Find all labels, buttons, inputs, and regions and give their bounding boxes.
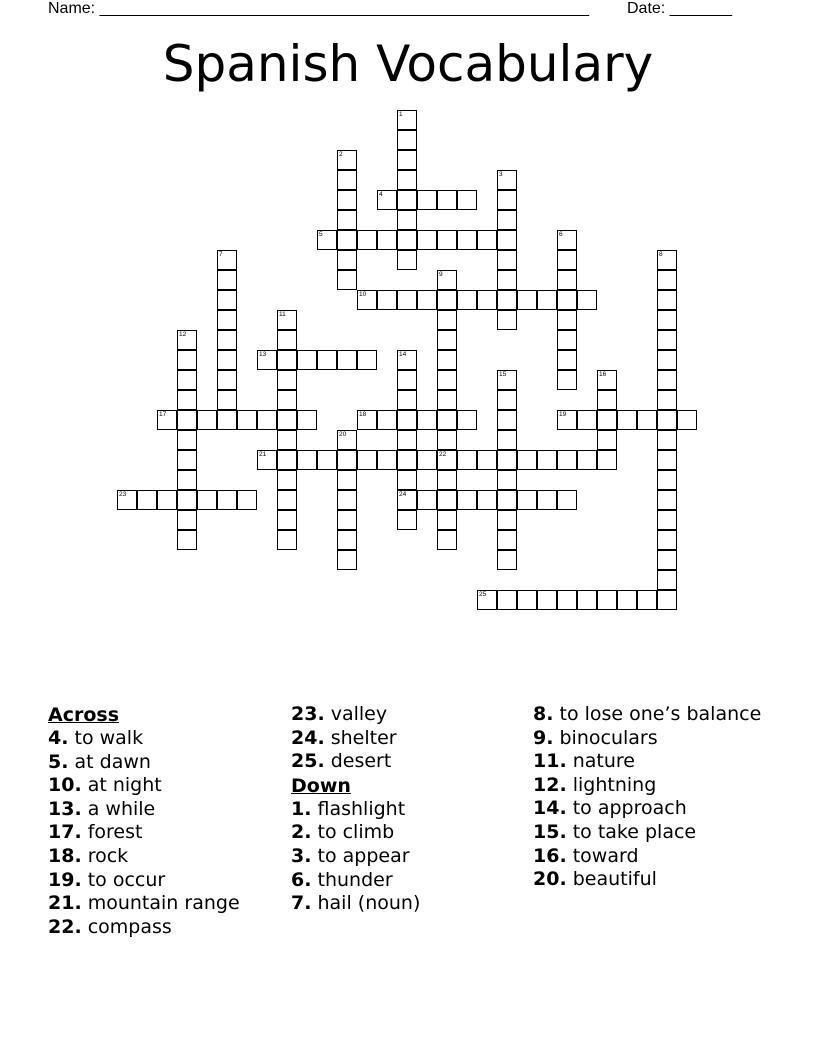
grid-cell: [497, 210, 517, 230]
grid-cell: [377, 410, 397, 430]
cell-number: 20: [339, 431, 347, 438]
grid-cell: [497, 590, 517, 610]
grid-cell: [597, 430, 617, 450]
across-heading: Across: [48, 704, 120, 726]
grid-cell: [657, 510, 677, 530]
clue-down-6: 6. thunder: [291, 868, 393, 891]
clue-down-12: 12. lightning: [533, 773, 657, 796]
grid-cell: [477, 230, 497, 250]
down-heading: Down: [291, 774, 351, 797]
grid-cell: [177, 470, 197, 490]
grid-cell: [497, 450, 517, 470]
grid-cell: [217, 490, 237, 510]
clue-down-3: 3. to appear: [291, 844, 410, 867]
grid-cell: [437, 490, 457, 510]
cell-number: 13: [259, 351, 267, 358]
grid-cell: [177, 530, 197, 550]
grid-cell: [457, 450, 477, 470]
cell-number: 12: [179, 331, 187, 338]
grid-cell: [397, 490, 417, 510]
grid-cell: [497, 470, 517, 490]
grid-cell: [357, 350, 377, 370]
grid-cell: [217, 330, 237, 350]
cell-number: 16: [599, 371, 607, 378]
grid-cell: [497, 170, 517, 190]
grid-cell: [217, 370, 237, 390]
grid-cell: [437, 270, 457, 290]
grid-cell: [317, 450, 337, 470]
grid-cell: [457, 190, 477, 210]
cell-number: 25: [479, 591, 487, 598]
grid-cell: [597, 370, 617, 390]
grid-cell: [437, 290, 457, 310]
grid-cell: [657, 270, 677, 290]
grid-cell: [417, 450, 437, 470]
grid-cell: [417, 190, 437, 210]
grid-cell: [437, 390, 457, 410]
clue-across-24: 24. shelter: [291, 726, 397, 749]
grid-cell: [657, 550, 677, 570]
grid-cell: [437, 470, 457, 490]
clue-across-4: 4. to walk: [48, 727, 144, 749]
grid-cell: [537, 450, 557, 470]
grid-cell: [657, 410, 677, 430]
grid-cell: [397, 210, 417, 230]
grid-cell: [657, 330, 677, 350]
grid-cell: [497, 270, 517, 290]
grid-cell: [397, 390, 417, 410]
grid-cell: [257, 450, 277, 470]
grid-cell: [337, 230, 357, 250]
grid-cell: [557, 490, 577, 510]
clue-across-21: 21. mountain range: [48, 892, 240, 915]
grid-cell: [337, 490, 357, 510]
grid-cell: [357, 290, 377, 310]
grid-cell: [177, 510, 197, 530]
grid-cell: [277, 490, 297, 510]
grid-cell: [677, 410, 697, 430]
grid-cell: [457, 230, 477, 250]
clue-across-25: 25. desert: [291, 750, 392, 773]
grid-cell: [277, 410, 297, 430]
grid-cell: [397, 510, 417, 530]
clue-column-1: [48, 703, 288, 939]
cell-number: 8: [659, 251, 663, 258]
grid-cell: [417, 410, 437, 430]
clue-column-2: [291, 703, 531, 916]
grid-cell: [277, 450, 297, 470]
grid-cell: [337, 250, 357, 270]
grid-cell: [657, 350, 677, 370]
grid-cell: [337, 210, 357, 230]
grid-cell: [457, 410, 477, 430]
grid-cell: [257, 350, 277, 370]
grid-cell: [557, 350, 577, 370]
cell-number: 18: [359, 411, 367, 418]
grid-cell: [577, 290, 597, 310]
grid-cell: [297, 410, 317, 430]
grid-cell: [657, 430, 677, 450]
grid-cell: [497, 430, 517, 450]
date-field: Date: _______: [627, 0, 732, 17]
grid-cell: [157, 410, 177, 430]
grid-cell: [417, 290, 437, 310]
grid-cell: [177, 490, 197, 510]
cell-number: 1: [399, 111, 403, 118]
grid-cell: [237, 410, 257, 430]
clue-down-9: 9. binoculars: [533, 726, 658, 749]
grid-cell: [437, 510, 457, 530]
grid-cell: [557, 270, 577, 290]
grid-cell: [497, 290, 517, 310]
grid-cell: [217, 410, 237, 430]
grid-cell: [637, 410, 657, 430]
grid-cell: [557, 590, 577, 610]
grid-cell: [397, 450, 417, 470]
grid-cell: [357, 230, 377, 250]
grid-cell: [297, 450, 317, 470]
grid-cell: [657, 250, 677, 270]
grid-cell: [437, 230, 457, 250]
grid-cell: [457, 490, 477, 510]
cell-number: 3: [499, 171, 503, 178]
clue-down-7: 7. hail (noun): [291, 892, 421, 915]
cell-number: 21: [259, 451, 267, 458]
grid-cell: [337, 170, 357, 190]
grid-cell: [437, 190, 457, 210]
clue-across-19: 19. to occur: [48, 868, 166, 891]
grid-cell: [277, 510, 297, 530]
grid-cell: [397, 230, 417, 250]
cell-number: 6: [559, 231, 563, 238]
grid-cell: [277, 470, 297, 490]
grid-cell: [377, 230, 397, 250]
clue-across-17: 17. forest: [48, 821, 143, 844]
grid-cell: [197, 410, 217, 430]
grid-cell: [397, 150, 417, 170]
grid-cell: [357, 410, 377, 430]
grid-cell: [157, 490, 177, 510]
grid-cell: [557, 450, 577, 470]
grid-cell: [657, 310, 677, 330]
grid-cell: [657, 530, 677, 550]
cell-number: 11: [279, 311, 286, 318]
grid-cell: [497, 310, 517, 330]
grid-cell: [177, 350, 197, 370]
grid-cell: [277, 330, 297, 350]
grid-cell: [237, 490, 257, 510]
clue-down-14: 14. to approach: [533, 797, 687, 820]
cell-number: 2: [339, 151, 343, 158]
cell-number: 15: [499, 371, 507, 378]
grid-cell: [657, 450, 677, 470]
clue-down-20: 20. beautiful: [533, 868, 657, 891]
grid-cell: [377, 190, 397, 210]
grid-cell: [177, 450, 197, 470]
grid-cell: [277, 370, 297, 390]
grid-cell: [577, 590, 597, 610]
cell-number: 10: [359, 291, 367, 298]
grid-cell: [277, 530, 297, 550]
grid-cell: [257, 410, 277, 430]
grid-cell: [337, 190, 357, 210]
grid-cell: [657, 370, 677, 390]
grid-cell: [397, 130, 417, 150]
grid-cell: [217, 390, 237, 410]
grid-cell: [437, 370, 457, 390]
grid-cell: [397, 470, 417, 490]
cell-number: 17: [159, 411, 167, 418]
grid-cell: [177, 390, 197, 410]
grid-cell: [277, 390, 297, 410]
cell-number: 24: [399, 491, 407, 498]
grid-cell: [557, 290, 577, 310]
grid-cell: [497, 550, 517, 570]
clue-down-1: 1. flashlight: [291, 797, 406, 820]
grid-cell: [417, 490, 437, 510]
clue-across-22: 22. compass: [48, 915, 172, 938]
grid-cell: [437, 450, 457, 470]
grid-cell: [437, 350, 457, 370]
grid-cell: [497, 230, 517, 250]
grid-cell: [577, 450, 597, 470]
grid-cell: [337, 470, 357, 490]
grid-cell: [297, 350, 317, 370]
grid-cell: [177, 410, 197, 430]
grid-cell: [337, 150, 357, 170]
grid-cell: [337, 530, 357, 550]
clue-column-3: [533, 703, 773, 892]
grid-cell: [317, 230, 337, 250]
grid-cell: [437, 530, 457, 550]
grid-cell: [397, 190, 417, 210]
clue-across-10: 10. at night: [48, 774, 162, 797]
grid-cell: [597, 410, 617, 430]
grid-cell: [397, 370, 417, 390]
grid-cell: [217, 350, 237, 370]
grid-cell: [637, 590, 657, 610]
grid-cell: [437, 330, 457, 350]
grid-cell: [617, 590, 637, 610]
grid-cell: [497, 390, 517, 410]
grid-cell: [477, 290, 497, 310]
grid-cell: [397, 170, 417, 190]
cell-number: 23: [119, 491, 127, 498]
clue-down-11: 11. nature: [533, 750, 635, 773]
grid-cell: [337, 510, 357, 530]
grid-cell: [437, 430, 457, 450]
cell-number: 19: [559, 411, 567, 418]
grid-cell: [217, 270, 237, 290]
grid-cell: [177, 430, 197, 450]
grid-cell: [197, 490, 217, 510]
clue-across-5: 5. at dawn: [48, 750, 151, 773]
grid-cell: [497, 190, 517, 210]
grid-cell: [557, 370, 577, 390]
grid-cell: [277, 430, 297, 450]
grid-cell: [397, 410, 417, 430]
grid-cell: [497, 370, 517, 390]
cell-number: 14: [399, 351, 407, 358]
grid-cell: [557, 250, 577, 270]
grid-cell: [417, 230, 437, 250]
grid-cell: [477, 490, 497, 510]
clue-across-18: 18. rock: [48, 844, 129, 867]
grid-cell: [657, 470, 677, 490]
clue-across-13: 13. a while: [48, 797, 156, 820]
grid-cell: [517, 450, 537, 470]
grid-cell: [377, 290, 397, 310]
clue-down-2: 2. to climb: [291, 821, 395, 844]
grid-cell: [317, 350, 337, 370]
grid-cell: [337, 430, 357, 450]
page-title: Spanish Vocabulary: [162, 35, 654, 93]
grid-cell: [457, 290, 477, 310]
grid-cell: [657, 390, 677, 410]
grid-cell: [397, 350, 417, 370]
grid-cell: [557, 230, 577, 250]
grid-cell: [437, 410, 457, 430]
grid-cell: [557, 330, 577, 350]
clue-down-15: 15. to take place: [533, 820, 697, 843]
grid-cell: [337, 550, 357, 570]
grid-cell: [217, 310, 237, 330]
cell-number: 5: [319, 231, 323, 238]
grid-cell: [397, 250, 417, 270]
grid-cell: [497, 410, 517, 430]
cell-number: 9: [439, 271, 443, 278]
grid-cell: [497, 250, 517, 270]
grid-cell: [397, 290, 417, 310]
grid-cell: [477, 590, 497, 610]
name-field: Name: _______________________________________________________: [48, 0, 589, 17]
grid-cell: [537, 490, 557, 510]
clue-down-16: 16. toward: [533, 844, 639, 867]
grid-cell: [277, 350, 297, 370]
cell-number: 4: [379, 191, 383, 198]
grid-cell: [617, 410, 637, 430]
grid-cell: [397, 430, 417, 450]
grid-cell: [557, 310, 577, 330]
grid-cell: [337, 350, 357, 370]
grid-cell: [597, 390, 617, 410]
clue-down-8: 8. to lose one’s balance: [533, 703, 762, 725]
grid-cell: [177, 330, 197, 350]
grid-cell: [497, 510, 517, 530]
grid-cell: [137, 490, 157, 510]
grid-cell: [337, 450, 357, 470]
grid-cell: [537, 290, 557, 310]
grid-cell: [357, 450, 377, 470]
grid-cell: [517, 290, 537, 310]
grid-cell: [437, 310, 457, 330]
grid-cell: [517, 490, 537, 510]
grid-cell: [557, 410, 577, 430]
grid-cell: [577, 410, 597, 430]
grid-cell: [177, 370, 197, 390]
clue-across-23: 23. valley: [291, 703, 388, 725]
cell-number: 7: [219, 251, 223, 258]
grid-cell: [117, 490, 137, 510]
grid-cell: [537, 590, 557, 610]
grid-cell: [277, 310, 297, 330]
grid-cell: [337, 270, 357, 290]
grid-cell: [657, 490, 677, 510]
grid-cell: [657, 570, 677, 590]
grid-cell: [217, 250, 237, 270]
grid-cell: [397, 110, 417, 130]
grid-cell: [517, 590, 537, 610]
grid-cell: [597, 590, 617, 610]
grid-cell: [377, 450, 397, 470]
grid-cell: [477, 450, 497, 470]
grid-cell: [497, 490, 517, 510]
grid-cell: [657, 290, 677, 310]
grid-cell: [497, 530, 517, 550]
grid-cell: [657, 590, 677, 610]
cell-number: 22: [439, 451, 447, 458]
grid-cell: [217, 290, 237, 310]
grid-cell: [597, 450, 617, 470]
